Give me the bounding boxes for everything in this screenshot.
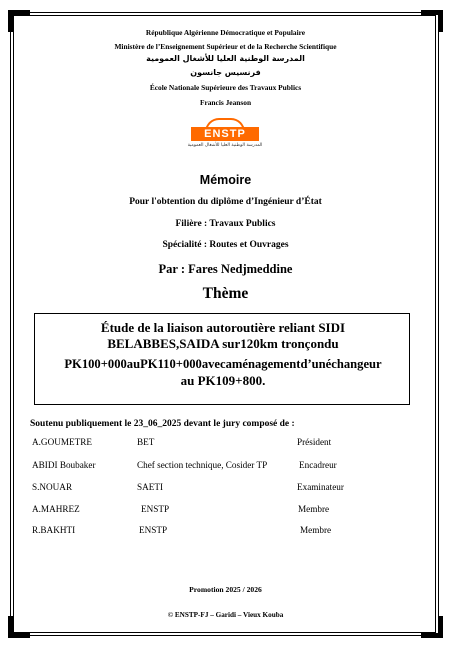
jury-row	[0, 460, 451, 474]
jury-affiliation: SAETI	[137, 482, 164, 492]
logo-wordmark: ENSTP	[191, 127, 259, 141]
jury-row	[0, 482, 451, 496]
theme-line-1: Étude de la liaison autoroutière reliant SIDI	[100, 320, 346, 335]
theme-line-3: PK100+000auPK110+000avecaménagementd’unéchangeur	[64, 357, 382, 371]
jury-affiliation: ENSTP	[139, 525, 168, 535]
jury-name: R.BAKHTI	[32, 525, 76, 535]
specialite-line: Spécialité : Routes et Ouvrages	[162, 240, 289, 250]
theme-box	[34, 313, 410, 405]
jury-role: Encadreur	[299, 460, 337, 470]
footer-address: © ENSTP-FJ – Garidi – Vieux Kouba	[167, 611, 284, 619]
theme-line-4: au PK109+800.	[180, 373, 266, 388]
theme-line-2: BELABBES,SAIDA sur120km tronçondu	[107, 336, 339, 351]
jury-role: Président	[297, 437, 332, 447]
jury-affiliation: Chef section technique, Cosider TP	[137, 460, 268, 470]
jury-affiliation: ENSTP	[141, 504, 170, 514]
jury-name: A.MAHREZ	[32, 504, 80, 514]
school-name-line: Francis Jeanson	[199, 98, 252, 107]
obtention-line: Pour l'obtention du diplôme d’Ingénieur d’État	[129, 197, 322, 207]
jury-role: Membre	[300, 525, 332, 535]
republic-line: République Algérienne Démocratique et Populaire	[145, 28, 306, 37]
jury-row	[0, 437, 451, 451]
corner-ornament-bottom-right	[421, 616, 443, 638]
jury-name: S.NOUAR	[32, 482, 73, 492]
jury-row	[0, 504, 451, 518]
jury-role: Examinateur	[297, 482, 344, 492]
corner-ornament-bottom-left	[8, 616, 30, 638]
arabic-name-line: فرنسيس جانسون	[190, 68, 261, 77]
promotion-line: Promotion 2025 / 2026	[189, 585, 262, 594]
memoire-title: Mémoire	[199, 173, 252, 187]
author-line: Par : Fares Nedjmeddine	[158, 262, 293, 276]
arabic-school-line: المدرسة الوطنية العليا للأشغال العمومية	[146, 54, 305, 63]
theme-heading: Thème	[202, 285, 249, 302]
jury-intro: Soutenu publiquement le 23_06_2025 devant le jury composé de :	[30, 419, 295, 429]
logo-caption: المدرسة الوطنية العليا للأشغال العمومية	[187, 143, 263, 148]
school-line: École Nationale Supérieure des Travaux Publics	[149, 83, 302, 92]
filiere-line: Filière : Travaux Publics	[175, 219, 276, 229]
jury-row	[0, 525, 451, 539]
jury-role: Membre	[298, 504, 330, 514]
ministry-line: Ministère de l’Enseignement Supérieur et de la Recherche Scientifique	[114, 42, 337, 51]
jury-name: ABIDI Boubaker	[32, 460, 96, 470]
jury-affiliation: BET	[137, 437, 155, 447]
jury-name: A.GOUMETRE	[32, 437, 92, 447]
enstp-logo	[185, 117, 265, 161]
